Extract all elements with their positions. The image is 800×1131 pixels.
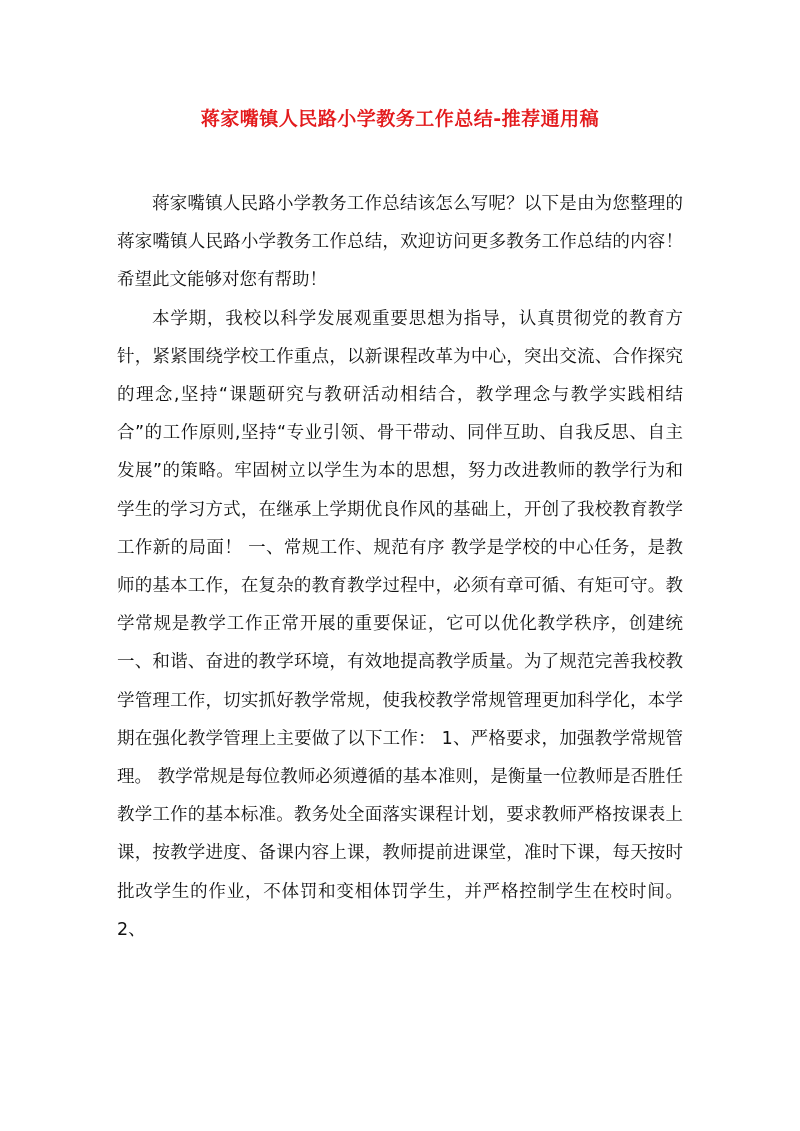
document-title: 蒋家嘴镇人民路小学教务工作总结-推荐通用稿 <box>200 108 600 130</box>
paragraph-main: 本学期，我校以科学发展观重要思想为指导，认真贯彻党的教育方针，紧紧围绕学校工作重点，以新课程改革为中心，突出交流、合作探究的理念,坚持“课题研究与教研活动相结合，教学理念与教学实践相结合”的工作原则,坚持“专业引领、骨干带动、同伴互助、自我反思、自主发展”的策略。牢固树立以学生为本的思想，努力改进教师的教学行为和学生的学习方式，在继承上学期优良作风的基础上，开创了我校教育教学工作新的局面！ 一、常规工作、规范有序 教学是学校的中心任务，是教师的基本工作，在复杂的教育教学过程中，必须有章可循、有矩可守。教学常规是教学工作正常开展的重要保证，它可以优化教学秩序，创建统一、和谐、奋进的教学环境，有效地提高教学质量。为了规范完善我校教学管理工作，切实抓好教学常规，使我校教学常规管理更加科学化，本学期在强化教学管理上主要做了以下工作： 1、严格要求，加强教学常规管理。 教学常规是每位教师必须遵循的基本准则，是衡量一位教师是否胜任教学工作的基本标准。教务处全面落实课程计划，要求教师严格按课表上课，按教学进度、备课内容上课，教师提前进课堂，准时下课，每天按时批改学生的作业，不体罚和变相体罚学生，并严格控制学生在校时间。2、 <box>117 308 683 940</box>
paragraph-intro: 蒋家嘴镇人民路小学教务工作总结该怎么写呢？以下是由为您整理的蒋家嘴镇人民路小学教务工作总结，欢迎访问更多教务工作总结的内容！希望此文能够对您有帮助！ <box>117 194 683 291</box>
document-body <box>117 185 683 949</box>
